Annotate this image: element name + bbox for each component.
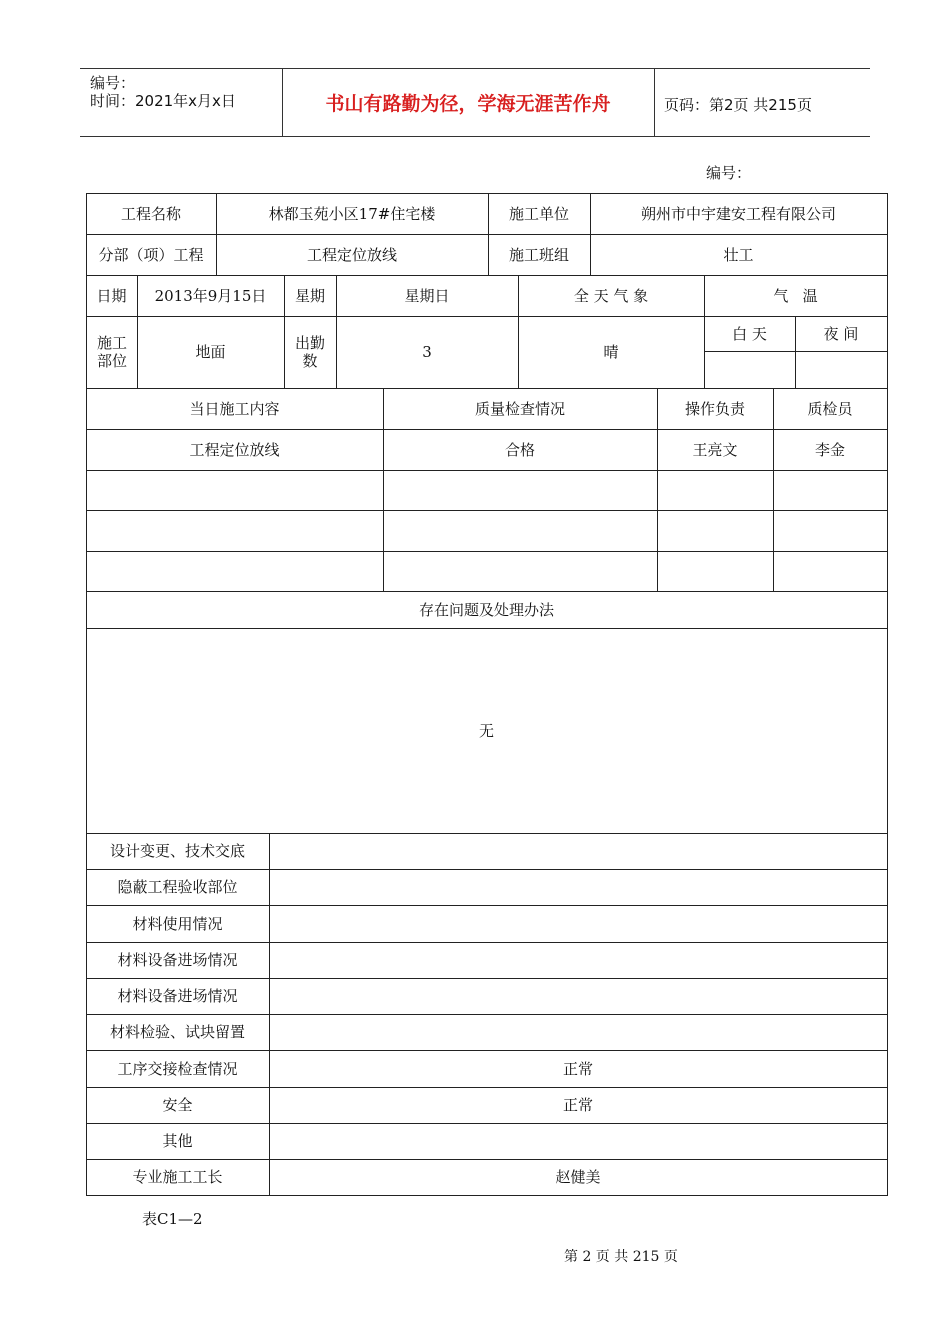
quality-check-header: 质量检查情况 xyxy=(474,399,565,418)
header-divider-right xyxy=(654,68,655,136)
issues-value: 无 xyxy=(478,721,494,740)
header-bottom-line xyxy=(80,136,870,137)
other-label: 其他 xyxy=(162,1132,193,1150)
grid-line xyxy=(86,551,888,552)
weather-value: 晴 xyxy=(603,343,619,361)
operator-header: 操作负责 xyxy=(684,399,745,418)
weekday-value: 星期日 xyxy=(404,286,450,305)
daytime-temp-label: 白 天 xyxy=(732,324,767,343)
team-label: 施工班组 xyxy=(508,245,569,264)
design-change-value xyxy=(269,833,887,869)
header-code-label: 编号： xyxy=(90,74,136,92)
inspector-header: 质检员 xyxy=(807,399,853,418)
grid-line xyxy=(887,193,888,1196)
doc-number-label: 编号： xyxy=(706,164,752,182)
operator-cell: 王亮文 xyxy=(692,440,738,459)
weather-label: 全 天 气 象 xyxy=(573,286,649,305)
weekday-label: 星期 xyxy=(294,286,325,305)
safety-label: 安全 xyxy=(162,1096,193,1114)
date-label: 日期 xyxy=(96,286,127,305)
attendance-value: 3 xyxy=(422,343,432,361)
header-page-label: 页码：第2页 共215页 xyxy=(664,96,812,114)
equipment-arrival-label: 材料设备进场情况 xyxy=(117,951,238,969)
grid-line xyxy=(704,351,888,352)
quality-check-cell: 合格 xyxy=(504,440,535,459)
temperature-label: 气 温 xyxy=(773,286,818,305)
equipment-arrival-value-2 xyxy=(269,978,887,1014)
subproject-label: 分部（项）工程 xyxy=(98,245,204,264)
location-label: 施工部位 xyxy=(96,334,127,370)
project-name-value: 林都玉苑小区17#住宅楼 xyxy=(268,204,436,223)
other-value xyxy=(269,1123,887,1159)
project-name-label: 工程名称 xyxy=(120,204,181,223)
date-value: 2013年9月15日 xyxy=(154,286,267,305)
handover-check-label: 工序交接检查情况 xyxy=(117,1059,238,1078)
handover-check-value: 正常 xyxy=(562,1059,593,1078)
night-temp-label: 夜 间 xyxy=(823,324,859,343)
inspector-cell: 李金 xyxy=(814,440,845,459)
foreman-label: 专业施工工长 xyxy=(132,1168,223,1186)
team-value: 壮工 xyxy=(723,245,754,264)
grid-line xyxy=(86,1195,888,1196)
material-test-value xyxy=(269,1014,887,1050)
subproject-value: 工程定位放线 xyxy=(306,245,397,264)
attendance-label: 出勤数 xyxy=(294,334,325,370)
design-change-label: 设计变更、技术交底 xyxy=(109,842,245,860)
foreman-value: 赵健美 xyxy=(555,1168,601,1186)
header-time-label: 时间：2021年x月x日 xyxy=(90,92,236,110)
footer-page-number: 第 2 页 共 215 页 xyxy=(564,1249,678,1265)
grid-line xyxy=(86,470,888,471)
concealed-work-value xyxy=(269,869,887,905)
grid-line xyxy=(86,510,888,511)
issues-label: 存在问题及处理办法 xyxy=(418,600,554,619)
contractor-value: 朔州市中宇建安工程有限公司 xyxy=(640,204,836,223)
safety-value: 正常 xyxy=(562,1096,593,1114)
work-content-cell: 工程定位放线 xyxy=(189,440,280,459)
material-test-label: 材料检验、试块留置 xyxy=(109,1023,245,1041)
header-motto: 书山有路勤为径，学海无涯苦作舟 xyxy=(325,92,611,115)
location-value: 地面 xyxy=(195,343,226,361)
equipment-arrival-value xyxy=(269,942,887,978)
material-usage-value xyxy=(269,905,887,942)
work-content-header: 当日施工内容 xyxy=(189,399,280,418)
form-code: 表C1—2 xyxy=(142,1210,203,1228)
material-usage-label: 材料使用情况 xyxy=(132,914,223,933)
contractor-label: 施工单位 xyxy=(508,204,569,223)
equipment-arrival-label-2: 材料设备进场情况 xyxy=(117,987,238,1005)
concealed-work-label: 隐蔽工程验收部位 xyxy=(117,878,238,896)
